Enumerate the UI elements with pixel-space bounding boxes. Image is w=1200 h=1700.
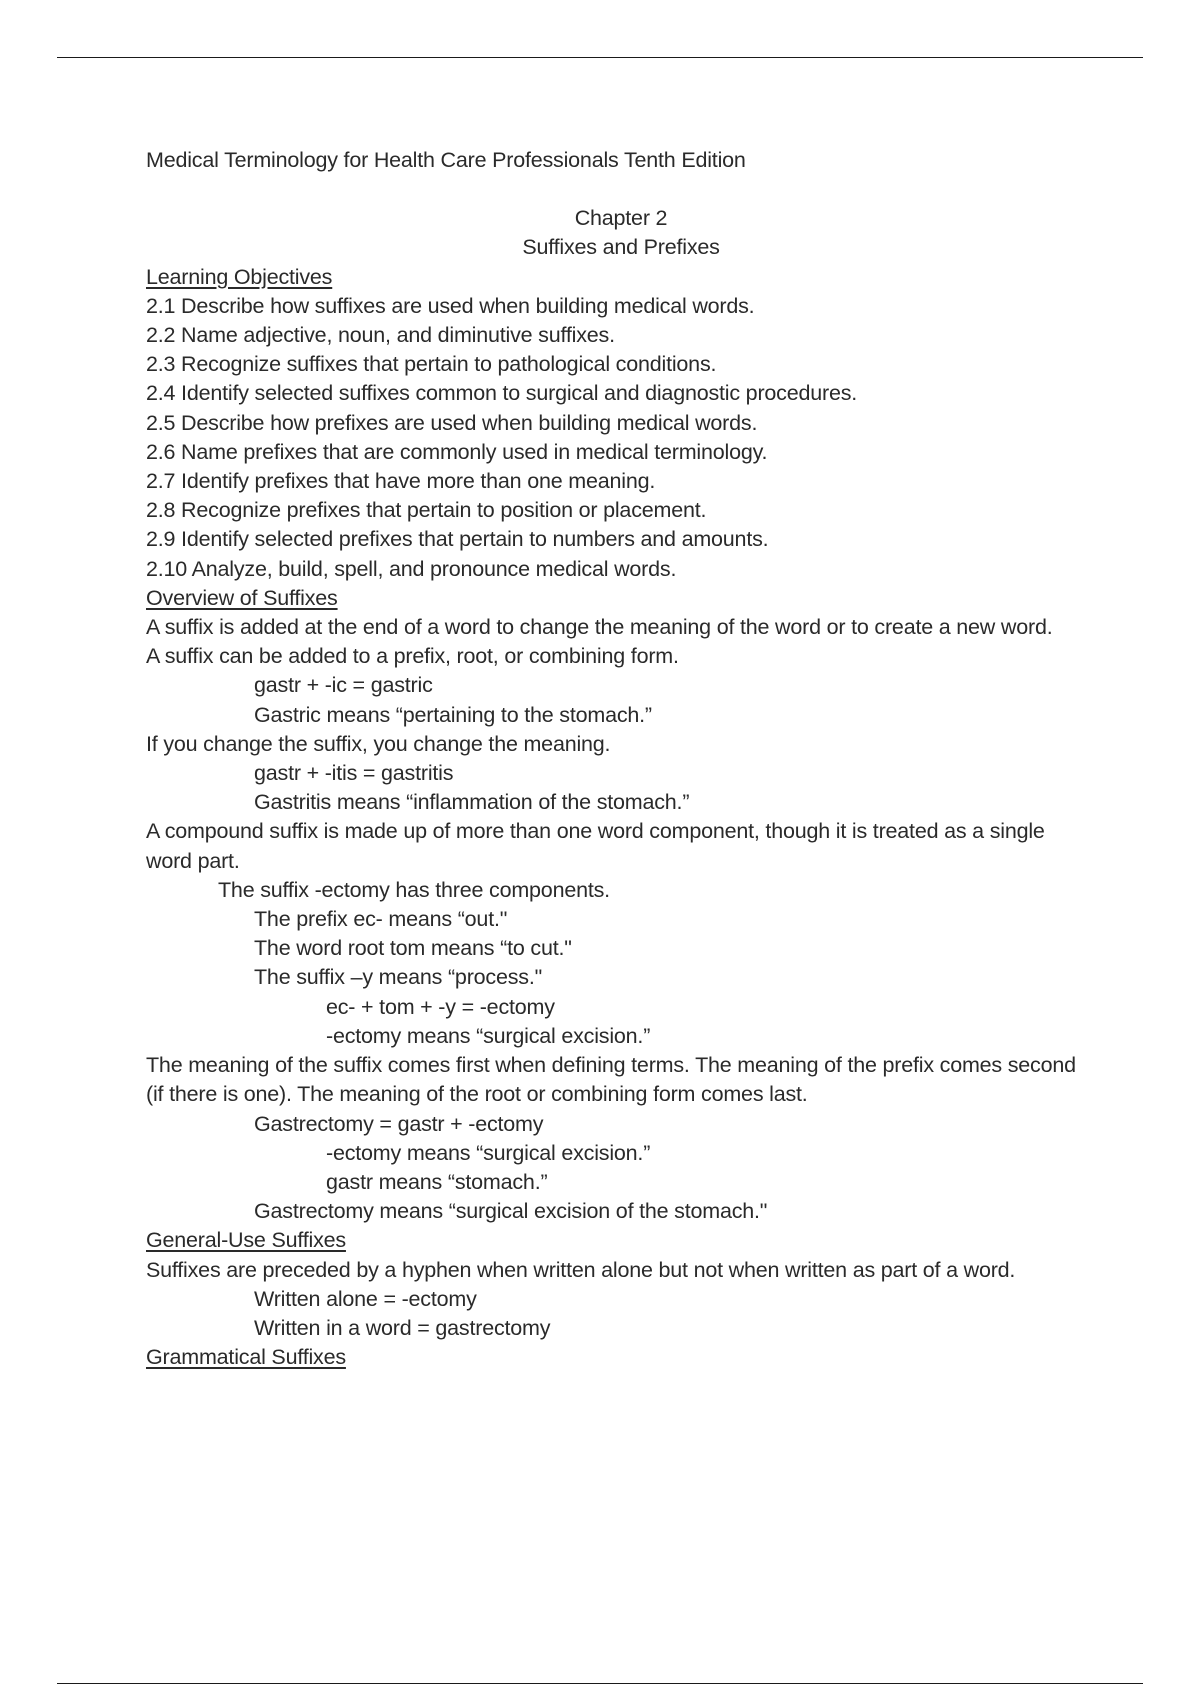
overview-heading: Overview of Suffixes bbox=[146, 585, 338, 610]
paragraph: Suffixes are preceded by a hyphen when written alone but not when written as part of a word. bbox=[146, 1257, 1016, 1282]
paragraph: The meaning of the suffix comes first when defining terms. The meaning of the prefix comes second (if there is one). The meaning of the root or combining form comes last. bbox=[146, 1053, 1076, 1107]
objective-item: 2.5 Describe how prefixes are used when building medical words. bbox=[146, 410, 758, 435]
example-line: The prefix ec- means “out." bbox=[254, 907, 508, 932]
example-line: -ectomy means “surgical excision.” bbox=[326, 1140, 651, 1165]
footer-rule bbox=[57, 1683, 1143, 1684]
example-line: The suffix –y means “process." bbox=[254, 965, 543, 990]
example-line: The word root tom means “to cut." bbox=[254, 936, 572, 961]
objective-item: 2.1 Describe how suffixes are used when building medical words. bbox=[146, 293, 755, 318]
example-line: Gastric means “pertaining to the stomach.” bbox=[254, 702, 652, 727]
example-line: Gastritis means “inflammation of the stomach.” bbox=[254, 790, 690, 815]
objective-item: 2.10 Analyze, build, spell, and pronounce medical words. bbox=[146, 556, 677, 581]
example-line: Written in a word = gastrectomy bbox=[254, 1315, 551, 1340]
paragraph: A suffix is added at the end of a word to change the meaning of the word or to create a new word. bbox=[146, 615, 1053, 640]
general-use-heading: General-Use Suffixes bbox=[146, 1228, 346, 1253]
objective-item: 2.2 Name adjective, noun, and diminutive suffixes. bbox=[146, 323, 615, 348]
example-line: gastr + -itis = gastritis bbox=[254, 761, 454, 786]
example-line: Gastrectomy means “surgical excision of the stomach." bbox=[254, 1199, 768, 1224]
paragraph: A compound suffix is made up of more than one word component, though it is treated as a single word part. bbox=[146, 819, 1045, 873]
example-line: Written alone = -ectomy bbox=[254, 1286, 477, 1311]
objective-item: 2.6 Name prefixes that are commonly used in medical terminology. bbox=[146, 439, 768, 464]
chapter-title: Suffixes and Prefixes bbox=[522, 235, 720, 260]
objective-item: 2.4 Identify selected suffixes common to surgical and diagnostic procedures. bbox=[146, 381, 858, 406]
objective-item: 2.3 Recognize suffixes that pertain to pathological conditions. bbox=[146, 352, 717, 377]
example-line: ec- + tom + -y = -ectomy bbox=[326, 994, 555, 1019]
example-line: Gastrectomy = gastr + -ectomy bbox=[254, 1111, 544, 1136]
example-line: gastr + -ic = gastric bbox=[254, 673, 433, 698]
learning-objectives-heading: Learning Objectives bbox=[146, 264, 333, 289]
example-line: -ectomy means “surgical excision.” bbox=[326, 1023, 651, 1048]
objective-item: 2.9 Identify selected prefixes that pertain to numbers and amounts. bbox=[146, 527, 769, 552]
example-line: gastr means “stomach.” bbox=[326, 1169, 548, 1194]
example-line: The suffix -ectomy has three components. bbox=[218, 877, 610, 902]
objective-item: 2.8 Recognize prefixes that pertain to position or placement. bbox=[146, 498, 707, 523]
paragraph: A suffix can be added to a prefix, root, or combining form. bbox=[146, 644, 679, 669]
document-title: Medical Terminology for Health Care Professionals Tenth Edition bbox=[146, 148, 746, 172]
document-body bbox=[146, 146, 1096, 1372]
paragraph: If you change the suffix, you change the meaning. bbox=[146, 731, 611, 756]
header-rule bbox=[57, 57, 1143, 58]
chapter-number: Chapter 2 bbox=[574, 206, 668, 231]
objective-item: 2.7 Identify prefixes that have more than one meaning. bbox=[146, 469, 656, 494]
grammatical-heading: Grammatical Suffixes bbox=[146, 1345, 346, 1370]
